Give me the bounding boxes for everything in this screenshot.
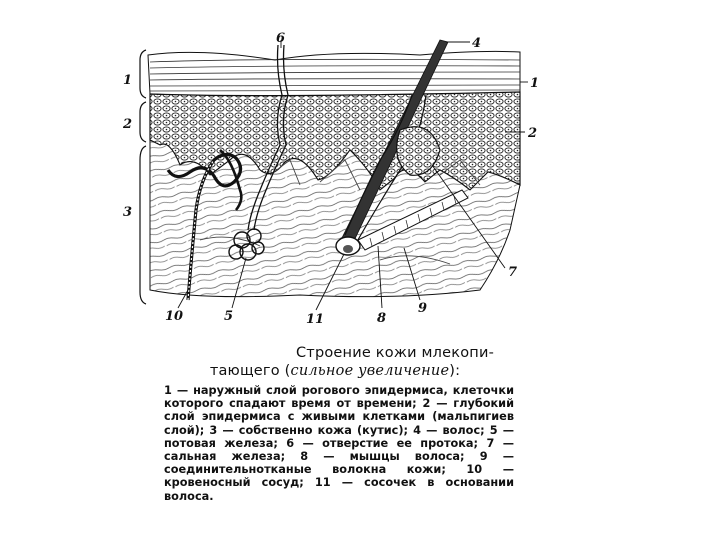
caption-title <box>150 344 520 380</box>
label-4: 4 <box>472 36 482 51</box>
label-6: 6 <box>276 31 286 46</box>
caption-title-line1: Строение кожи млекопи- <box>295 345 495 361</box>
label-8: 8 <box>377 311 387 326</box>
label-11: 11 <box>306 312 325 327</box>
figure-caption <box>150 344 520 503</box>
label-2: 2 <box>528 126 538 141</box>
caption-title-line2-start: тающего ( <box>209 363 291 379</box>
layer-mark-3: 3 <box>123 205 133 220</box>
label-9: 9 <box>418 301 428 316</box>
label-7: 7 <box>508 265 518 280</box>
layer-mark-1: 1 <box>123 73 133 88</box>
caption-title-italic: сильное увеличение <box>290 363 450 379</box>
label-10: 10 <box>165 309 184 324</box>
label-5: 5 <box>224 309 234 324</box>
stratum-corneum <box>148 51 520 96</box>
caption-title-line2 <box>150 362 520 380</box>
label-1: 1 <box>530 76 540 91</box>
layer-brackets <box>140 50 146 304</box>
caption-title-line2-end: ): <box>449 363 461 379</box>
layer-mark-2: 2 <box>123 117 133 132</box>
caption-body: 1 — наружный слой рогового эпидермиса, клеточки которого спадают время от времени; 2 — глубокий слой эпидермиса с живыми клетками (мальпигиев слой); 3 — собственно кожа (кутис); 4 — волос; 5 — потовая железа; 6 — отверстие ее протока; 7 — сальная железа; 8 — мышцы волоса; 9 — соединительнотканые волокна кожи; 10 — кровеносный сосуд; 11 — сосочек в основании волоса. <box>164 384 514 503</box>
